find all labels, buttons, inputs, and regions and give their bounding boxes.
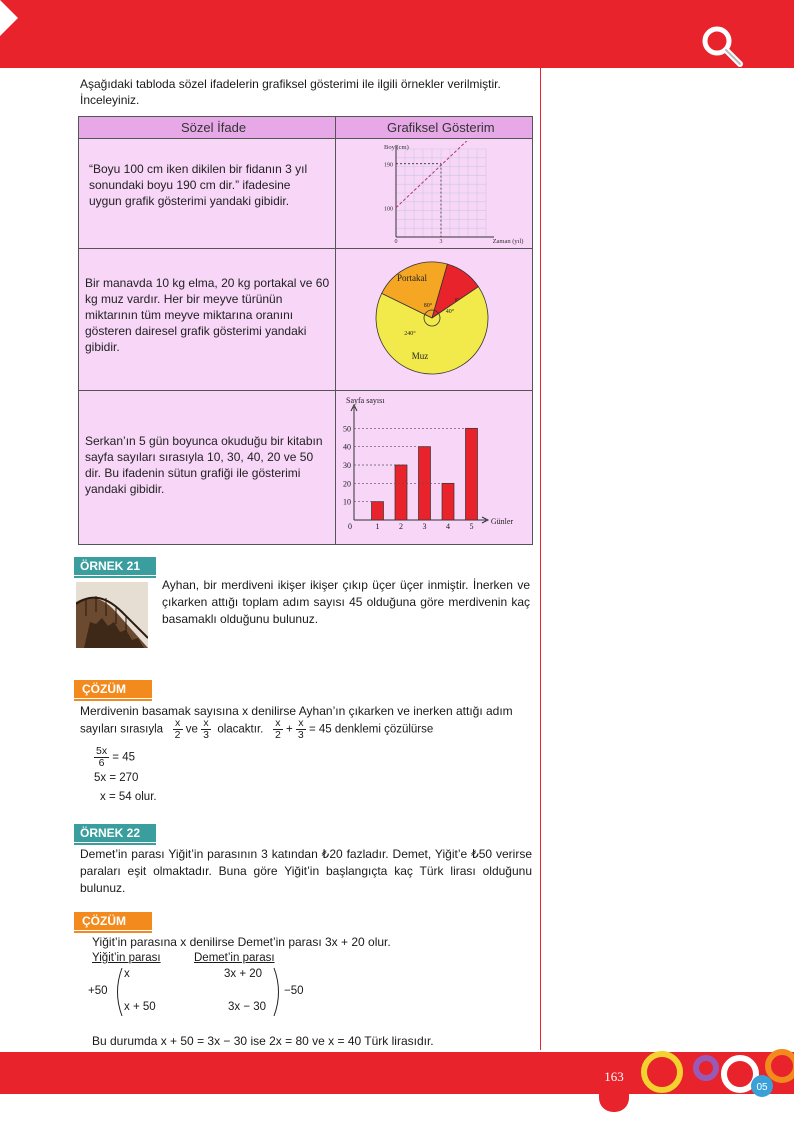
y-tick-label: 100 — [384, 206, 393, 213]
sol1-olacaktir: olacaktır. — [217, 723, 264, 736]
demet-header: Demet’in parası — [194, 952, 275, 964]
examples-table — [78, 116, 533, 545]
line-chart — [336, 141, 532, 247]
table-row-divider — [79, 390, 532, 391]
header-band — [0, 0, 794, 68]
intro-text: Aşağıdaki tabloda sözel ifadelerin grafiksel gösterimi ile ilgili örnekler verilmiştir. İnceleyiniz. — [80, 77, 501, 107]
x-tick-label: 5 — [469, 522, 474, 531]
badge-number: 05 — [756, 1082, 768, 1093]
solution-1-text: Merdivenin basamak sayısına x denilirse Ayhan’ın çıkarken ve inerken attığı adım — [80, 704, 513, 718]
staircase-photo — [76, 582, 148, 648]
y-tick-label: 20 — [343, 479, 351, 489]
series-line — [396, 141, 480, 208]
table-row-text: “Boyu 100 cm iken dikilen bir fidanın 3 yıl sonundaki boyu 190 cm dir.” ifadesine uygun grafik gösterimi yandaki gibidir. — [89, 162, 308, 208]
gears-icon — [636, 1040, 794, 1100]
demet-initial: 3x + 20 — [224, 968, 263, 980]
y-axis-label: Sayfa sayısı — [346, 396, 385, 405]
minus-50: −50 — [284, 985, 304, 997]
bar — [395, 465, 407, 520]
angle-label: 240° — [404, 331, 416, 337]
fraction-x-3b: $\frac{x}{3}$ — [297, 717, 304, 741]
search-icon — [698, 22, 746, 70]
step1-result: = 45 — [112, 751, 135, 764]
sol1-eq: = 45 denklemi çözülürse — [308, 723, 434, 736]
sol1-ve: ve — [185, 723, 198, 736]
yigit-initial: x — [124, 968, 130, 980]
header-verbal: Sözel İfade — [181, 120, 247, 135]
solution-2-conclusion: Bu durumda x + 50 = 3x − 30 ise 2x = 80 ve x = 40 Türk lirasıdır. — [92, 1034, 434, 1048]
table-row-divider — [79, 248, 532, 249]
table-header — [79, 117, 532, 139]
plus-50: +50 — [88, 985, 108, 997]
y-tick-label: 40 — [343, 442, 351, 452]
example-21-text: Ayhan, bir merdiveni ikişer ikişer çıkıp üçer üçer inmiştir. İnerken ve çıkarken attığı toplam adım sayısı 45 olduğuna göre merdivenin kaç basamaklı olduğunu bulunuz. — [162, 578, 530, 626]
margin-rule — [540, 68, 541, 1050]
slice-label: Muz — [411, 351, 429, 361]
bar — [419, 447, 431, 520]
solution-1-step-2: 5x = 270 — [94, 772, 139, 784]
sol1-lead: sayıları sırasıyla — [80, 723, 164, 736]
x-tick-label: 4 — [446, 522, 450, 531]
bar-chart — [336, 393, 532, 543]
left-paren — [112, 966, 124, 1018]
page-number: 163 — [604, 1069, 624, 1084]
demet-final: 3x − 30 — [228, 1001, 267, 1013]
solution-1-label: ÇÖZÜM — [74, 680, 152, 698]
solution-2-line-1: Yiğit’in parasına x denilirse Demet’in parası 3x + 20 olur. — [92, 935, 391, 949]
bar — [372, 502, 384, 520]
fraction-5x-6: $\frac{5x}{6}$ — [96, 745, 108, 769]
y-tick-label: 10 — [343, 497, 351, 507]
header-graphic: Grafiksel Gösterim — [387, 120, 495, 135]
angle-label: 40° — [445, 309, 455, 315]
yigit-header: Yiğit’in parası — [92, 952, 161, 964]
bar — [466, 428, 478, 520]
x-tick-label: 2 — [399, 522, 403, 531]
x-tick-label: 3 — [439, 239, 443, 245]
x-tick-label: 0 — [394, 239, 398, 245]
origin-label: 0 — [348, 522, 352, 531]
y-axis-label: Boy (cm) — [384, 144, 409, 151]
y-tick-label: 190 — [384, 162, 393, 169]
header-notch — [0, 0, 18, 36]
example-22-text: Demet’in parası Yiğit’in parasının 3 katından ₺20 fazladır. Demet, Yiğit’e ₺50 verirse paraları eşit olmaktadır. Buna göre Yiğit’in başlangıçta kaç Türk lirası olduğunu bulunuz. — [80, 847, 532, 895]
right-paren — [272, 966, 284, 1018]
solution-1-equation-line — [80, 718, 433, 741]
solution-1-step-1 — [94, 746, 135, 769]
yigit-final: x + 50 — [124, 1001, 156, 1013]
fraction-x-2: $\frac{x}{2}$ — [174, 717, 181, 741]
table-row-text: Serkan’ın 5 gün boyunca okuduğu bir kitabın sayfa sayıları sırasıyla 10, 30, 40, 20 ve 50 dir. Bu ifadenin sütun grafiği ile gösterimi yandaki gibidir. — [85, 434, 323, 496]
y-tick-label: 50 — [343, 424, 351, 434]
example-21-label: ÖRNEK 21 — [74, 557, 156, 575]
solution-2-label: ÇÖZÜM — [74, 912, 152, 930]
x-axis-label: Zaman (yıl) — [492, 238, 524, 245]
bar — [442, 483, 454, 520]
angle-label: 80° — [423, 303, 433, 309]
x-tick-label: 1 — [375, 522, 380, 531]
x-axis-label: Günler — [490, 517, 514, 526]
solution-1-step-3: x = 54 olur. — [100, 791, 157, 803]
table-row-text: Bir manavda 10 kg elma, 20 kg portakal ve 60 kg muz vardır. Her bir meyve türünün miktarının tüm meyve miktarına oranını gösteren dairesel grafik gösterimi yandaki gibidir. — [85, 276, 330, 354]
x-tick-label: 3 — [422, 522, 427, 531]
example-22-label: ÖRNEK 22 — [74, 824, 156, 842]
fraction-x-3: $\frac{x}{3}$ — [203, 717, 209, 741]
slice-label: Portakal — [397, 273, 427, 283]
sol1-plus: + — [285, 723, 293, 736]
pie-chart — [336, 251, 532, 389]
y-tick-label: 30 — [343, 461, 351, 470]
fraction-x-2b: $\frac{x}{2}$ — [274, 717, 281, 741]
